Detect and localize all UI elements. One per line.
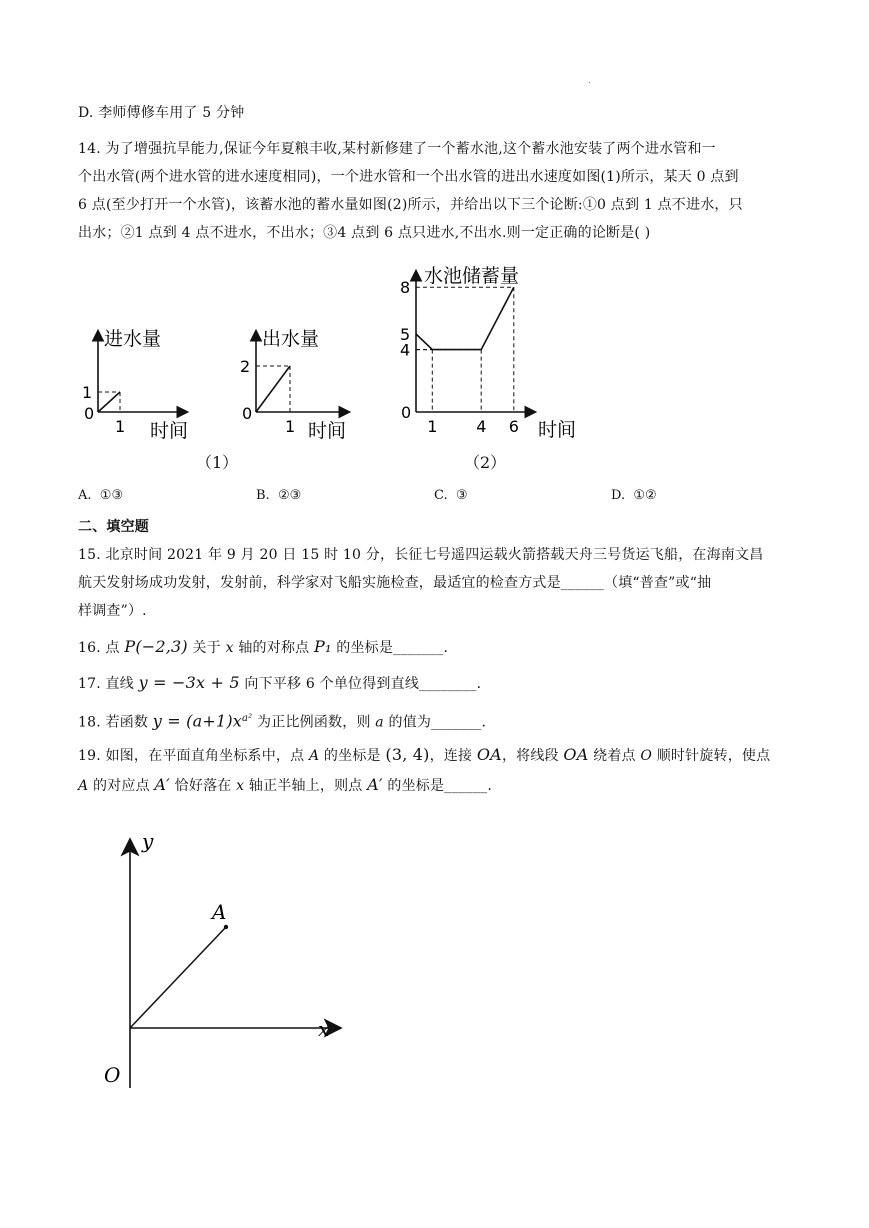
chart-storage-y-tick: 8 bbox=[400, 278, 411, 298]
y-axis-label: y bbox=[142, 829, 154, 853]
chart-inflow-xlabel: 时间 bbox=[150, 420, 189, 442]
chart-storage-x-tick: 4 bbox=[476, 417, 487, 436]
q16-point: P(−2,3) bbox=[124, 637, 188, 656]
chart-outflow-series-line bbox=[256, 366, 290, 412]
q19-line-1: 19. 如图，在平面直角坐标系中，点 A 的坐标是 (3, 4)，连接 OA，将线段 OA 绕着点 O 顺时针旋转，使点 bbox=[78, 745, 771, 764]
q19-line-2: A 的对应点 A′ 恰好落在 x 轴正半轴上，则点 A′ 的坐标是______. bbox=[78, 775, 493, 794]
chart-storage-x-tick: 6 bbox=[508, 417, 519, 436]
chart-storage-ylabel: 水池储蓄量 bbox=[424, 265, 520, 287]
q19-coordinate-figure bbox=[96, 826, 356, 1092]
q18-function: y = (a+1)x bbox=[152, 711, 243, 731]
chart-outflow-xlabel: 时间 bbox=[308, 420, 347, 442]
q14-line-4: 出水；②1 点到 4 点不进水，不出水；③4 点到 6 点只进水,不出水.则一定正确的论断是( ) bbox=[78, 225, 651, 241]
q14-line-2: 个出水管(两个进水管的进水速度相同)，一个进水管和一个出水管的进出水速度如图(1)所示，某天 0 点到 bbox=[78, 169, 739, 185]
point-a bbox=[224, 925, 228, 929]
chart-inflow-origin: 0 bbox=[84, 404, 95, 423]
q17-line: 17. 直线 y = −3x + 5 向下平移 6 个单位得到直线________. bbox=[78, 673, 482, 692]
chart-inflow-ylabel: 进水量 bbox=[104, 328, 162, 350]
chart-inflow-y-tick: 1 bbox=[82, 383, 93, 402]
q15-line-2: 航天发射场成功发射，发射前，科学家对飞船实施检查，最适宜的检查方式是______（填“普查”或“抽 bbox=[78, 575, 712, 591]
segment-oa bbox=[130, 927, 226, 1028]
section-title: 二、填空题 bbox=[78, 519, 149, 535]
q14-option-b: B. ②③ bbox=[256, 488, 302, 503]
q17-equation: y = −3x + 5 bbox=[138, 673, 240, 692]
q15-line-1: 15. 北京时间 2021 年 9 月 20 日 15 时 10 分，长征七号遥四运载火箭搭载天舟三号货运飞船，在海南文昌 bbox=[78, 547, 764, 563]
chart-outflow-origin: 0 bbox=[242, 404, 253, 423]
q14-option-a: A. ①③ bbox=[78, 488, 124, 503]
chart-outflow-y-tick: 2 bbox=[240, 357, 251, 376]
q18-line: 18. 若函数 $y = (a+1)x^{a^2}$ 为正比例函数，则 a 的值为_______. bbox=[78, 711, 487, 731]
chart-storage-y-tick: 4 bbox=[400, 340, 411, 360]
chart-inflow-series-line bbox=[98, 392, 120, 412]
chart-outflow bbox=[236, 318, 356, 444]
chart-inflow-x-tick: 1 bbox=[115, 417, 126, 436]
chart-outflow-ylabel: 出水量 bbox=[262, 328, 320, 350]
chart-storage-xlabel: 时间 bbox=[538, 419, 577, 441]
x-axis-label: x bbox=[318, 1017, 330, 1041]
chart-storage-series-line bbox=[416, 287, 514, 349]
q14-line-1: 14. 为了增强抗旱能力,保证今年夏粮丰收,某村新修建了一个蓄水池,这个蓄水池安装了两个进水管和一 bbox=[78, 141, 716, 157]
point-a-label: A bbox=[212, 900, 227, 924]
fig1-caption: （1） bbox=[196, 453, 239, 472]
chart-storage bbox=[396, 262, 592, 446]
q14-option-c: C. ③ bbox=[434, 488, 468, 503]
chart-storage-x-tick: 1 bbox=[427, 417, 438, 436]
header-mark: . bbox=[588, 76, 591, 85]
q16-line: 16. 点 P(−2,3) 关于 x 轴的对称点 P₁ 的坐标是_______. bbox=[78, 637, 449, 656]
chart-storage-origin: 0 bbox=[401, 403, 412, 422]
fig2-caption: （2） bbox=[464, 453, 507, 472]
q13-option-d: D. 李师傅修车用了 5 分钟 bbox=[78, 105, 245, 121]
q15-line-3: 样调查”）. bbox=[78, 603, 147, 619]
origin-label: O bbox=[104, 1063, 121, 1087]
chart-outflow-x-tick: 1 bbox=[285, 417, 296, 436]
chart-storage-y-tick: 5 bbox=[400, 325, 411, 344]
q14-option-d: D. ①② bbox=[611, 488, 657, 503]
chart-inflow bbox=[78, 318, 190, 444]
q14-line-3: 6 点(至少打开一个水管)，该蓄水池的蓄水量如图(2)所示，并给出以下三个论断:①0 点到 1 点不进水，只 bbox=[78, 197, 743, 213]
